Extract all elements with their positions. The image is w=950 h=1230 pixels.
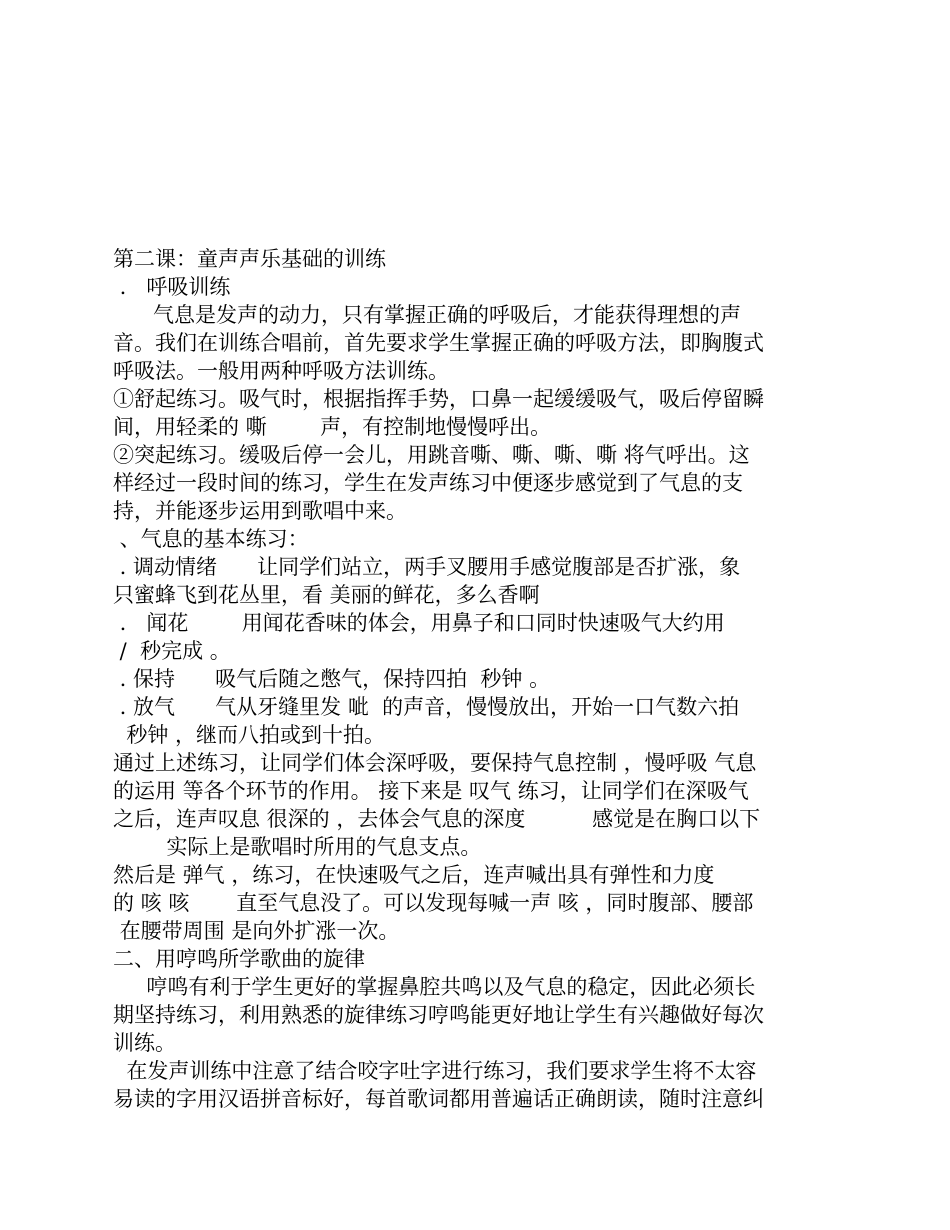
paragraph-line: 样经过一段时间的练习，学生在发声练习中便逐步感觉到了气息的支 [113, 471, 743, 495]
section-heading-humming: 二、用哼鸣所学歌曲的旋律 [113, 947, 365, 971]
section-heading-breathing: . 呼吸训练 [113, 275, 231, 299]
exercise-item-1: ①舒起练习。吸气时，根据指挥手势，口鼻一起缓缓吸气，吸后停留瞬 [113, 387, 764, 411]
list-item-mood: . 调动情绪 让同学们站立，两手叉腰用手感觉腹部是否扩涨，象 [113, 555, 741, 579]
paragraph-line: 在发声训练中注意了结合咬字吐字进行练习，我们要求学生将不太容 [113, 1059, 757, 1083]
body-text [113, 245, 853, 1113]
lesson-title: 第二课：童声声乐基础的训练 [113, 247, 386, 271]
paragraph-line: 气息是发声的动力，只有掌握正确的呼吸后，才能获得理想的声 [113, 303, 742, 327]
paragraph-line: 之后，连声叹息 很深的 ，去体会气息的深度 感觉是在胸口以下 [113, 807, 761, 831]
paragraph-line: 哼鸣有利于学生更好的掌握鼻腔共鸣以及气息的稳定，因此必须长 [113, 975, 756, 999]
list-item-smell-flowers: . 闻花 用闻花香味的体会，用鼻子和口同时快速吸气大约用 [113, 611, 725, 635]
list-item-hold: . 保持 吸气后随之憋气，保持四拍 秒钟 。 [113, 667, 551, 691]
paragraph-line: 的 咳 咳 直至气息没了。可以发现每喊一声 咳 ，同时腹部、腰部 [113, 891, 754, 915]
list-item-release: . 放气 气从牙缝里发 呲 的声音，慢慢放出，开始一口气数六拍 [113, 695, 740, 719]
paragraph-line: 持，并能逐步运用到歌唱中来。 [113, 499, 407, 523]
paragraph-line: 在腰带周围 是向外扩涨一次。 [113, 919, 400, 943]
paragraph-line: / 秒完成 。 [113, 639, 231, 663]
paragraph-line: 间，用轻柔的 嘶 声，有控制地慢慢呼出。 [113, 415, 552, 439]
paragraph-line: 训练。 [113, 1031, 176, 1055]
paragraph-line: 只蜜蜂飞到花丛里，看 美丽的鲜花，多么香啊 [113, 583, 540, 607]
exercise-item-2: ②突起练习。缓吸后停一会儿，用跳音嘶、嘶、嘶、嘶 将气呼出。这 [113, 443, 750, 467]
section-heading-basic-exercises: 、气息的基本练习： [113, 527, 309, 551]
paragraph-line: 秒钟 ，继而八拍或到十拍。 [113, 723, 386, 747]
paragraph-line: 音。我们在训练合唱前，首先要求学生掌握正确的呼吸方法，即胸腹式 [113, 331, 764, 355]
paragraph-line: 易读的字用汉语拼音标好，每首歌词都用普遍话正确朗读，随时注意纠 [113, 1087, 764, 1111]
paragraph-line: 呼吸法。一般用两种呼吸方法训练。 [113, 359, 449, 383]
paragraph-line: 通过上述练习，让同学们体会深呼吸，要保持气息控制 ，慢呼吸 气息 [113, 751, 757, 775]
paragraph-line: 的运用 等各个环节的作用。 接下来是 叹气 练习，让同学们在深吸气 [113, 779, 749, 803]
paragraph-line: 期坚持练习，利用熟悉的旋律练习哼鸣能更好地让学生有兴趣做好每次 [113, 1003, 764, 1027]
paragraph-line: 实际上是歌唱时所用的气息支点。 [113, 835, 482, 859]
paragraph-line: 然后是 弹气 ，练习，在快速吸气之后，连声喊出具有弹性和力度 [113, 863, 715, 887]
